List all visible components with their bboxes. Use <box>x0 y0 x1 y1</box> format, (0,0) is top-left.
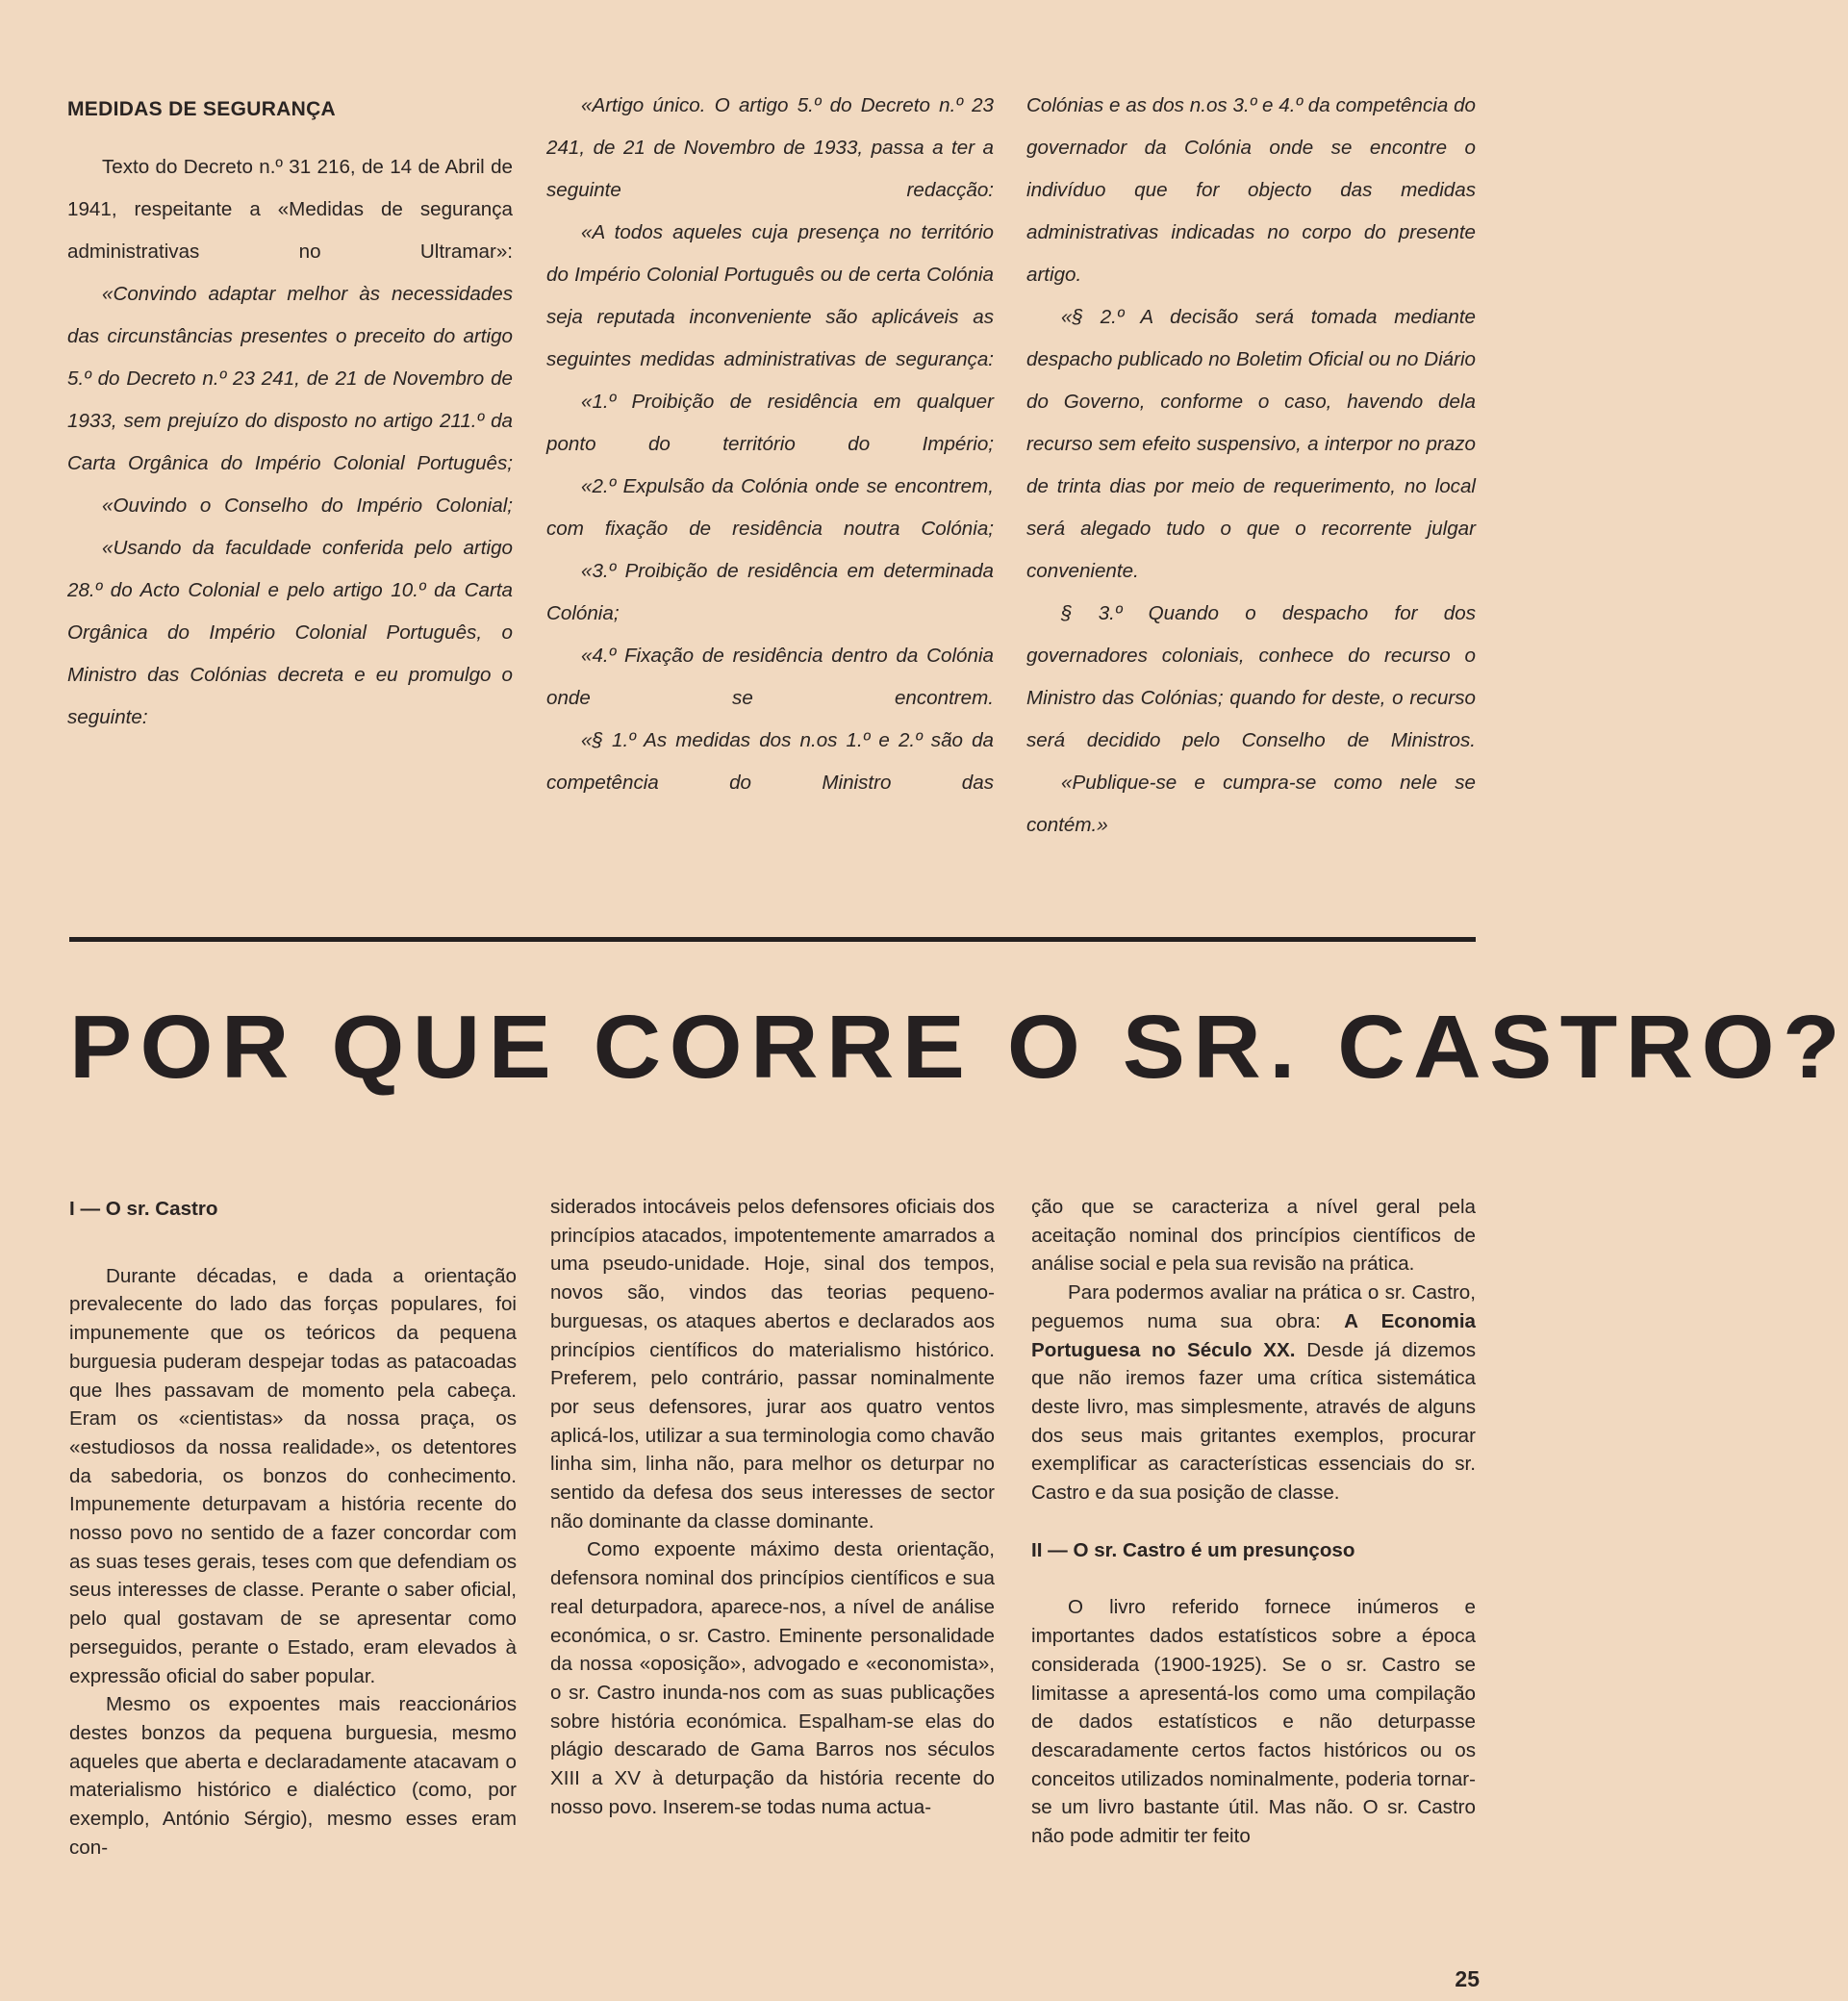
text-run: Para podermos avaliar na prática o sr. Castro, peguemos numa sua obra: <box>1031 1281 1476 1332</box>
section-heading-2: II — O sr. Castro é um presunçoso <box>1031 1538 1355 1561</box>
decree-article: «A todos aqueles cuja presença no território do Império Colonial Português ou de certa Colónia seja reputada inconveniente são aplicáveis as seguintes medidas administrativas de segurança: <box>546 221 994 370</box>
section-heading-1: I — O sr. Castro <box>69 1198 218 1220</box>
decree-paragraph: § 3.º Quando o despacho for dos governadores coloniais, conhece do recurso o Ministro das Colónias; quando for deste, o recurso será decidido pelo Conselho de Ministros. <box>1026 602 1476 751</box>
decree-paragraph: «§ 1.º As medidas dos n.os 1.º e 2.º são da competência do Ministro das <box>546 729 994 794</box>
decree-column-2 <box>546 85 994 804</box>
decree-paragraph: «Ouvindo o Conselho do Império Colonial; <box>102 494 513 517</box>
decree-item: «4.º Fixação de residência dentro da Colónia onde se encontrem. <box>546 645 994 709</box>
article-paragraph: siderados intocáveis pelos defensores oficiais dos princípios atacados, impotentemente amarrados a uma pseudo-unidade. Hoje, sinal dos tempos, novos são, vindos das teorias pequeno-burguesas, os ataques abertos e declarados aos princípios científicos do materialismo histórico. Preferem, pelo contrário, passar nominalmente por seus defensores, jurar aos quatro ventos aplicá-los, utilizar a sua terminologia como chavão linha sim, linha não, para melhor os deturpar no sentido da defesa dos seus interesses de sector não dominante da classe dominante. <box>550 1196 995 1532</box>
decree-article: «Artigo único. O artigo 5.º do Decreto n.º 23 241, de 21 de Novembro de 1933, passa a ter a seguinte redacção: <box>546 94 994 201</box>
decree-paragraph: Colónias e as dos n.os 3.º e 4.º da competência do governador da Colónia onde se encontre o indivíduo que for objecto das medidas administrativas indicadas no corpo do presente artigo. <box>1026 94 1476 286</box>
article-headline: POR QUE CORRE O SR. CASTRO? <box>69 997 1848 1097</box>
article-column-3 <box>1031 1193 1476 1851</box>
decree-paragraph: «Convindo adaptar melhor às necessidades das circunstâncias presentes o preceito do artigo 5.º do Decreto n.º 23 241, de 21 de Novembro de 1933, sem prejuízo do disposto no artigo 211.º da Carta Orgânica do Império Colonial Português; <box>67 283 513 474</box>
book-title: A Economia Portuguesa no Século XX. <box>1031 1309 1476 1361</box>
decree-intro: Texto do Decreto n.º 31 216, de 14 de Abril de 1941, respeitante a «Medidas de segurança administrativas no Ultramar»: <box>67 156 513 263</box>
decree-closing: «Publique-se e cumpra-se como nele se contém.» <box>1026 772 1476 836</box>
decree-item: «1.º Proibição de residência em qualquer ponto do território do Império; <box>546 391 994 455</box>
decree-item: «3.º Proibição de residência em determinada Colónia; <box>546 560 994 624</box>
decree-paragraph: «§ 2.º A decisão será tomada mediante despacho publicado no Boletim Oficial ou no Diário do Governo, conforme o caso, havendo dela recurso sem efeito suspensivo, a interpor no prazo de trinta dias por meio de requerimento, no local será alegado tudo o que o recorrente julgar conveniente. <box>1026 306 1476 582</box>
article-paragraph: Como expoente máximo desta orientação, defensora nominal dos princípios científicos e sua real deturpadora, aparece-nos, a nível de análise económica, o sr. Castro. Eminente personalidade da nossa «oposição», advogado e «economista», o sr. Castro inunda-nos com as suas publicações sobre história económica. Espalham-se elas do plágio descarado de Gama Barros nos séculos XIII a XV à deturpação da história recente do nosso povo. Inserem-se todas numa actua- <box>550 1538 995 1818</box>
article-paragraph: Mesmo os expoentes mais reaccionários destes bonzos da pequena burguesia, mesmo aqueles que aberta e declaradamente atacavam o materialismo histórico e dialéctico (como, por exemplo, António Sérgio), mesmo esses eram con- <box>69 1693 517 1859</box>
article-column-2 <box>550 1193 995 1821</box>
text-run: Desde já dizemos que não iremos fazer uma crítica sistemática deste livro, mas simplesmente, através de alguns dos seus mais gritantes exemplos, procurar exemplificar as características essenciais do sr. Castro e da sua posição de classe. <box>1031 1338 1477 1505</box>
section-heading-medidas: MEDIDAS DE SEGURANÇA <box>67 98 337 120</box>
decree-item: «2.º Expulsão da Colónia onde se encontrem, com fixação de residência noutra Colónia; <box>546 475 994 540</box>
article-paragraph: ção que se caracteriza a nível geral pela aceitação nominal dos princípios científicos de análise social e pela sua revisão na prática. <box>1031 1196 1476 1276</box>
article-paragraph: O livro referido fornece inúmeros e importantes dados estatísticos sobre a época considerada (1900-1925). Se o sr. Castro se limitasse a apresentá-los como uma compilação de dados estatísticos e não deturpasse descaradamente certos factos históricos ou os conceitos utilizados nominalmente, poderia tornar-se um livro bastante útil. Mas não. O sr. Castro não pode admitir ter feito <box>1031 1596 1476 1848</box>
decree-column-3 <box>1026 85 1476 847</box>
decree-paragraph: «Usando da faculdade conferida pelo artigo 28.º do Acto Colonial e pelo artigo 10.º da Carta Orgânica do Império Colonial Português, o Ministro das Colónias decreta e eu promulgo o seguinte: <box>67 537 513 728</box>
article-column-1 <box>69 1195 517 1862</box>
section-divider <box>69 937 1476 942</box>
page-number: 25 <box>1455 1966 1480 1991</box>
decree-column-1 <box>67 89 513 739</box>
article-paragraph: Durante décadas, e dada a orientação prevalecente do lado das forças populares, foi impunemente que os teóricos da pequena burguesia puderam despejar todas as patacoadas que lhes passavam de momento pela cabeça. Eram os «cientistas» da nossa praça, os «estudiosos da nossa realidade», os detentores da sabedoria, os bonzos do conhecimento. Impunemente deturpavam a história recente do nosso povo no sentido de a fazer concordar com as suas teses gerais, teses com que defendiam os seus interesses de classe. Perante o saber oficial, pelo qual gostavam de se apresentar como perseguidos, perante o Estado, eram elevados à expressão oficial do saber popular. <box>69 1264 517 1687</box>
article-paragraph <box>1031 1279 1476 1507</box>
